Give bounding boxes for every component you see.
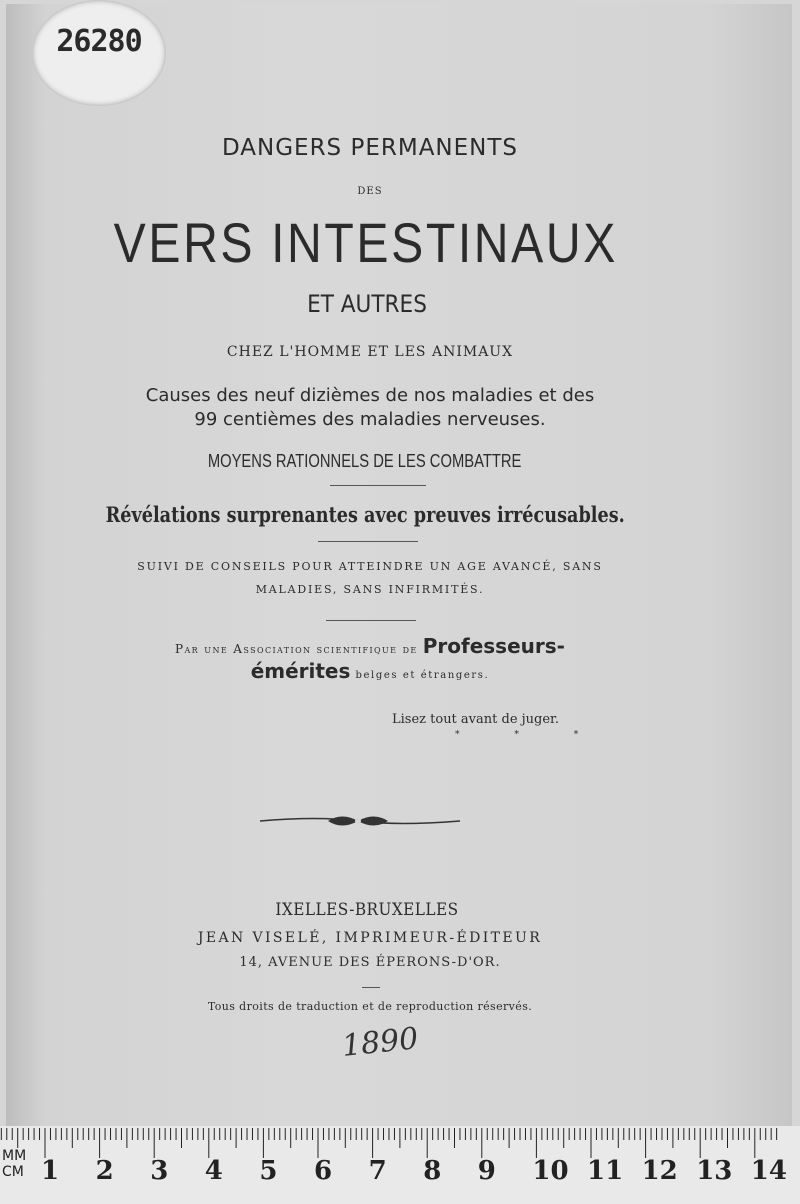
- ruler-number: 7: [368, 1156, 387, 1186]
- ruler-number: 10: [532, 1156, 569, 1186]
- author-text-1b: Professeurs-: [422, 634, 565, 658]
- ruler-units: [2, 1148, 26, 1180]
- title-et-autres: ET AUTRES: [307, 290, 427, 318]
- title-chez: CHEZ L'HOMME ET LES ANIMAUX: [226, 344, 514, 360]
- divider: [326, 620, 416, 621]
- handwritten-year: 1890: [340, 1021, 420, 1064]
- ruler-number: 1: [41, 1156, 60, 1186]
- author-text-2b: belges et étrangers.: [355, 670, 490, 681]
- motto-stars: * * *: [455, 730, 605, 740]
- author-text-2a: émérites: [250, 659, 351, 683]
- publisher-address: 14, AVENUE DES ÉPERONS-D'OR.: [239, 955, 501, 970]
- ruler-number: 3: [150, 1156, 169, 1186]
- ruler-number: 13: [696, 1156, 733, 1186]
- title-des: DES: [357, 186, 383, 197]
- ruler-ticks: [0, 1126, 800, 1204]
- causes-line-2: 99 centièmes des maladies nerveuses.: [194, 409, 546, 430]
- ruler-unit-mm: MM: [2, 1148, 27, 1164]
- ruler-number: 12: [641, 1156, 678, 1186]
- ruler-number: 4: [204, 1156, 223, 1186]
- title-line-dangers: DANGERS PERMANENTS: [221, 135, 519, 161]
- ruler-number: 6: [314, 1156, 333, 1186]
- ruler-number: 5: [259, 1156, 278, 1186]
- author-line-2: [0, 659, 770, 683]
- library-stamp: [32, 0, 166, 106]
- suivi-line-2: MALADIES, SANS INFIRMITÉS.: [255, 583, 485, 596]
- causes-line-1: Causes des neuf dizièmes de nos maladies et des: [145, 385, 595, 406]
- scale-ruler: [0, 1126, 800, 1204]
- ruler-number: 9: [477, 1156, 496, 1186]
- publisher-printer: JEAN VISELÉ, IMPRIMEUR-ÉDITEUR: [197, 930, 543, 946]
- author-text-1a: Par une Association scientifique de: [175, 642, 418, 656]
- motto: Lisez tout avant de juger.: [392, 712, 559, 727]
- divider: [318, 541, 418, 542]
- ruler-number: 2: [95, 1156, 114, 1186]
- rights-notice: Tous droits de traduction et de reproduction réservés.: [207, 1000, 533, 1013]
- main-title: VERS INTESTINAUX: [113, 211, 618, 274]
- stamp-number: 26280: [56, 24, 142, 59]
- publisher-city: IXELLES-BRUXELLES: [275, 900, 459, 920]
- ruler-number: 14: [750, 1156, 787, 1186]
- suivi-line-1: SUIVI DE CONSEILS POUR ATTEINDRE UN AGE AVANCÉ, SANS: [137, 560, 603, 573]
- ruler-number: 11: [587, 1156, 624, 1186]
- ornament-divider: [258, 810, 462, 832]
- revelations-line: Révélations surprenantes avec preuves irrécusables.: [105, 502, 625, 527]
- divider: [362, 987, 380, 988]
- moyens-line: MOYENS RATIONNELS DE LES COMBATTRE: [207, 451, 522, 471]
- ruler-number: 8: [423, 1156, 442, 1186]
- ruler-unit-cm: CM: [2, 1164, 24, 1180]
- author-line-1: [0, 634, 770, 658]
- divider: [330, 485, 426, 486]
